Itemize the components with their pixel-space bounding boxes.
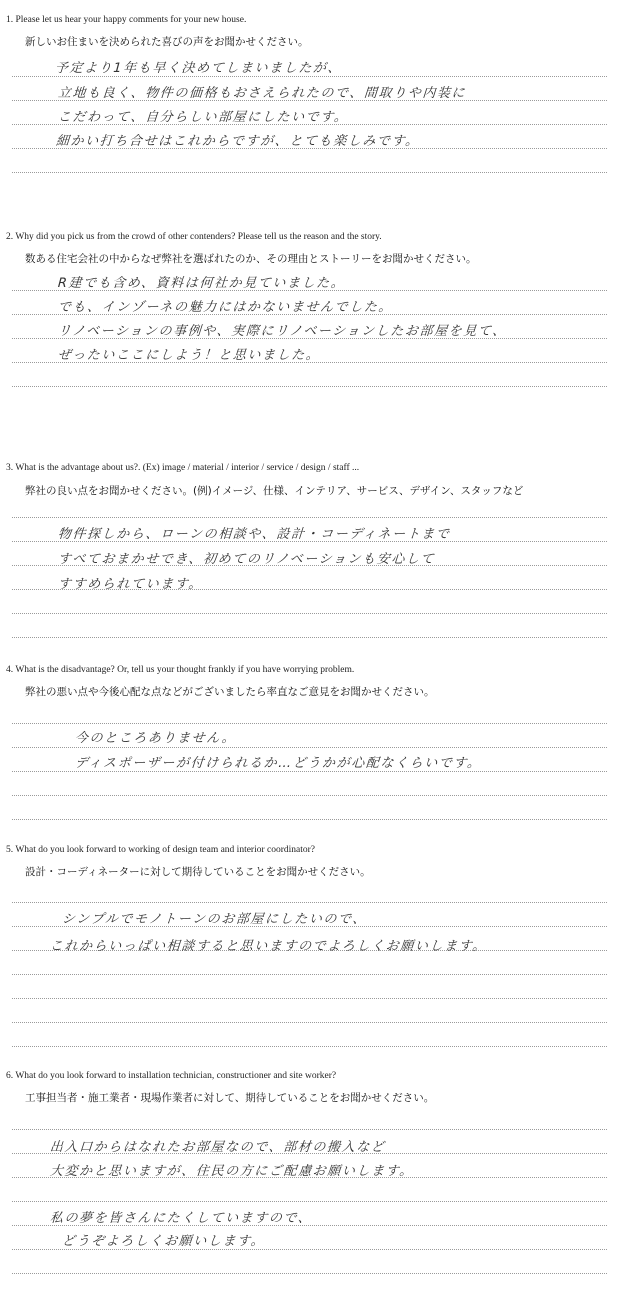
- answer-line: [12, 517, 607, 518]
- question-5-en: 5. What do you look forward to working of design team and interior coordinator?: [6, 845, 316, 855]
- handwritten-answer: 出入口からはなれたお部屋なので、部材の搬入など: [49, 1140, 386, 1155]
- answer-line: [12, 1273, 607, 1274]
- handwritten-answer: ディスポーザーが付けられるか…どうかが心配なくらいです。: [74, 756, 483, 771]
- answer-line: [12, 998, 607, 999]
- answer-line: [12, 637, 607, 638]
- question-4-ja: 弊社の悪い点や今後心配な点などがございましたら率直なご意見をお聞かせください。: [25, 686, 435, 698]
- handwritten-answer: こだわって、自分らしい部屋にしたいです。: [57, 110, 349, 125]
- question-2-ja: 数ある住宅会社の中からなぜ弊社を選ばれたのか、その理由とストーリーをお聞かせください。: [25, 253, 477, 265]
- answer-line: [12, 1129, 607, 1130]
- question-6-ja: 工事担当者・施工業者・現場作業者に対して、期待していることをお聞かせください。: [25, 1092, 435, 1104]
- answer-line: [12, 386, 607, 387]
- handwritten-answer: 私の夢を皆さんにたくしていますので、: [49, 1211, 313, 1226]
- question-3-ja: 弊社の良い点をお聞かせください。(例)イメージ、仕様、インテリア、サービス、デザイン、スタッフなど: [25, 485, 524, 497]
- handwritten-answer: 細かい打ち合せはこれからですが、とても楽しみです。: [55, 134, 421, 149]
- answer-line: [12, 172, 607, 173]
- question-1-ja: 新しいお住まいを決められた喜びの声をお聞かせください。: [25, 36, 309, 48]
- answer-line: [12, 1201, 607, 1202]
- handwritten-answer: 大変かと思いますが、住民の方にご配慮お願いします。: [49, 1164, 415, 1179]
- question-3-en: 3. What is the advantage about us?. (Ex) image / material / interior / service / design / staff ...: [6, 463, 360, 473]
- answer-line: [12, 795, 607, 796]
- handwritten-answer: でも、インゾーネの魅力にはかないませんでした。: [57, 300, 394, 315]
- answer-line: [12, 723, 607, 724]
- handwritten-answer: すすめられています。: [57, 577, 204, 592]
- answer-line: [12, 1022, 607, 1023]
- question-2-en: 2. Why did you pick us from the crowd of other contenders? Please tell us the reason and the story.: [6, 232, 382, 242]
- answer-line: [12, 1046, 607, 1047]
- answer-line: [12, 819, 607, 820]
- handwritten-answer: 立地も良く、物件の価格もおさえられたので、間取りや内装に: [57, 86, 467, 101]
- question-1-en: 1. Please let us hear your happy comments for your new house.: [6, 15, 247, 25]
- answer-line: [12, 771, 607, 772]
- answer-line: [12, 76, 607, 77]
- handwritten-answer: 予定より1年も早く決めてしまいましたが、: [54, 61, 343, 76]
- question-5-ja: 設計・コーディネーターに対して期待していることをお聞かせください。: [25, 866, 371, 878]
- answer-line: [12, 974, 607, 975]
- answer-line: [12, 747, 607, 748]
- answer-line: [12, 613, 607, 614]
- handwritten-answer: ぜったいここにしよう！と思いました。: [57, 348, 321, 363]
- answer-line: [12, 1249, 607, 1250]
- handwritten-answer: 今のところありません。: [74, 731, 237, 746]
- handwritten-answer: すべておまかせでき、初めてのリノベーションも安心して: [57, 552, 436, 567]
- handwritten-answer: R建でも含め、資料は何社か見ていました。: [57, 276, 346, 291]
- handwritten-answer: どうぞよろしくお願いします。: [61, 1234, 266, 1249]
- handwritten-answer: 物件探しから、ローンの相談や、設計・コーディネートまで: [57, 527, 452, 542]
- question-4-en: 4. What is the disadvantage? Or, tell us your thought frankly if you have worrying problem.: [6, 665, 355, 675]
- handwritten-answer: シンプルでモノトーンのお部屋にしたいので、: [61, 912, 368, 927]
- handwritten-answer: リノベーションの事例や、実際にリノベーションしたお部屋を見て、: [57, 324, 508, 339]
- question-6-en: 6. What do you look forward to installation technician, constructioner and site worker?: [6, 1071, 337, 1081]
- answer-line: [12, 902, 607, 903]
- handwritten-answer: これからいっぱい相談すると思いますのでよろしくお願いします。: [49, 939, 488, 954]
